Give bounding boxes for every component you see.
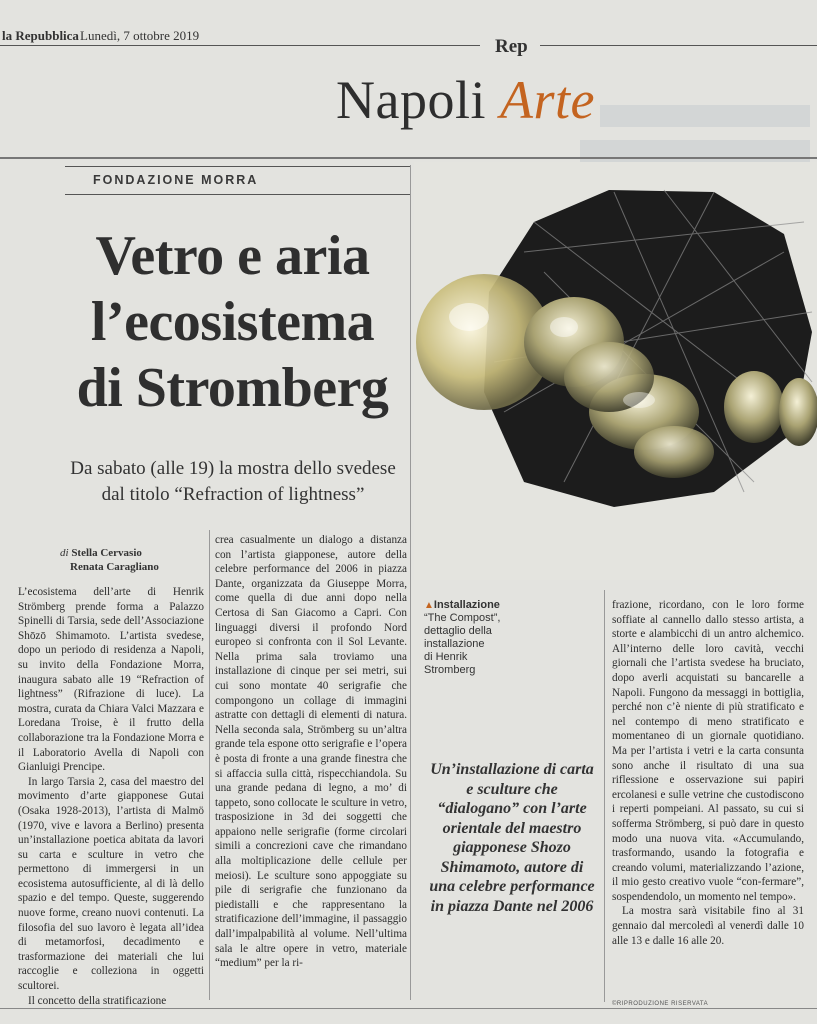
subhead-line: dal titolo “Refraction of lightness”: [101, 484, 365, 505]
copyright-notice: ©RIPRODUZIONE RISERVATA: [612, 1001, 709, 1007]
glass-sculpture-image: [414, 162, 817, 580]
body-paragraph: L’ecosistema dell’arte di Henrik Strömberg prende forma a Palazzo Spinelli di Tarsia, sede dell’Associazione Shōzō Shimamoto. L’artista svedese, dopo un periodo di residenza a Napoli, su invito della Fondazione Morra, inaugura sabato alle 19 “Refraction of lightness” (Rifrazione di luce). La mostra, curata da Chiara Valci Mazzara e Loredana Troise, è il frutto della collaborazione tra la Fondazione Morra e il Laboratorio Avella di Napoli con Gianluigi Prencipe.: [18, 586, 204, 774]
kicker-rule-top: [65, 166, 410, 167]
headline-line: l’ecosistema: [90, 291, 375, 353]
headline-line: Vetro e aria: [95, 225, 370, 287]
column-divider: [209, 530, 210, 1000]
byline-author: Renata Caragliano: [70, 561, 159, 573]
headline-line: di Stromberg: [76, 357, 389, 419]
header-rule: [0, 45, 480, 46]
column-divider: [604, 590, 605, 1002]
body-column-2: [215, 533, 407, 971]
pull-quote: Un’installazione di carta e sculture che “dialogano” con l’arte orientale del maestro giapponese Shozo Shimamoto, autore di una celebre performance in piazza Dante nel 2006: [429, 761, 595, 915]
footer-rule: [0, 1008, 817, 1009]
article-byline: [60, 546, 159, 574]
byline-author: Stella Cervasio: [71, 547, 142, 559]
body-paragraph: frazione, ricordano, con le loro forme soffiate al cannello dallo stesso artista, a storte e alambicchi di un antro alchemico. All’interno delle loro cavità, vecchi giornali che l’artista svedese ha bruciato, dopo averli acquistati su bancarelle a Napoli. Fungono da messaggi in bottiglia, perché non c’è niente di più stratificato e nel contempo di meno stratificato e momentaneo di un giornale quotidiano. Ma per l’artista i vetri e la carta consunta sono anche il risultato di una sua riflessione e osservazione sui papiri ercolanesi e sulle vetrine che custodiscono i reperti pompeiani. Al passato, su cui si sofferma Strömberg, si può dare in questo modo una nuova vita. «Accumulando, trasformando, usando la fotografia e creando volumi, materializzando l’azione, il mio gesto creativo vuole “con-fermare”, sospendendolo, un momento nel tempo».: [612, 599, 804, 903]
caption-line: Stromberg: [424, 664, 476, 676]
photo-caption: [424, 599, 594, 677]
header-rule-right: [540, 45, 817, 46]
article-subhead: [48, 456, 418, 508]
subhead-line: Da sabato (alle 19) la mostra dello svedese: [70, 458, 396, 479]
body-column-1: [18, 585, 204, 1008]
body-paragraph: La mostra sarà visitabile fino al 31 gennaio dal mercoledì al venerdì dalle 10 alle 13 e dalle 16 alle 20.: [612, 905, 804, 947]
caption-line: installazione: [424, 638, 485, 650]
section-label: Rep: [495, 36, 528, 57]
masthead: la Repubblica: [2, 28, 79, 43]
column-divider: [410, 165, 411, 1000]
caption-marker-icon: ▲: [424, 600, 434, 611]
section-title-accent: Arte: [499, 70, 595, 130]
installation-photo: [414, 162, 817, 580]
caption-line: “The Compost”,: [424, 612, 501, 624]
issue-date: Lunedì, 7 ottobre 2019: [80, 28, 200, 43]
body-column-4: [612, 598, 804, 948]
caption-line: dettaglio della: [424, 625, 492, 637]
caption-title: Installazione: [433, 599, 500, 611]
body-paragraph: crea casualmente un dialogo a distanza con l’artista giapponese, autore della celebre performance del 2006 in piazza Dante, organizzata da Giuseppe Morra, come quella di due anni dopo nella Certosa di San Giacomo a Capri. Con linguaggi diversi il profondo Nord europeo si confronta con il Sol Levante. Nella prima sala troviamo una installazione di cinque per sei metri, sui cui sono montate 40 serigrafie che compongono un collage di immagini astratte con dettagli di elementi di natura. Nella seconda sala, Strömberg su un’altra grande tela espone otto serigrafie e l’opera è posta di fronte a una grande finestra che si affaccia sulla città, rispecchiandola. Su una grande pedana di legno, a mo’ di tappeto, sono collocate le sculture in vetro, trasposizione in 3d dei soggetti che appaiono nelle serigrafie (forme circolari simili a concrezioni cave che rimandano alla moltiplicazione delle cellule per meiosi). Le sculture sono appoggiate su pile di serigrafie che funzionano da piedistalli e che rappresentano la stratificazione dell’immagine, il passaggio dall’impalpabilità al volume. Nell’ultima sala le altre opere in vetro, materiale “medium” per la ri-: [215, 534, 407, 970]
section-rule: [0, 157, 817, 159]
article-headline: [60, 223, 405, 421]
caption-line: di Henrik: [424, 651, 468, 663]
body-paragraph: In largo Tarsia 2, casa del maestro del movimento d’arte giapponese Gutai (Osaka 1928-2013), l’artista di Malmö (1970, vive e lavora a Berlino) presenta un’installazione poetica abitata da lavori su carta e sculture in vetro che permettono di immergersi in un ecosistema autosufficiente, al di là dello spazio e del tempo. Queste, suggerendo nuove forme, creano nuovi contenuti. La filosofia del suo lavoro è legata all’idea di metamorfosi, decadimento e trasformazione dei materiali che lui raccoglie e colleziona in oggetti scultorei.: [18, 775, 204, 993]
body-paragraph: Il concetto della stratificazione: [28, 994, 167, 1007]
article-kicker: FONDAZIONE MORRA: [93, 173, 259, 187]
section-title-main: Napoli: [336, 70, 486, 130]
section-title: [336, 70, 595, 130]
byline-prefix: di: [60, 547, 69, 559]
kicker-rule-bottom: [65, 194, 410, 195]
